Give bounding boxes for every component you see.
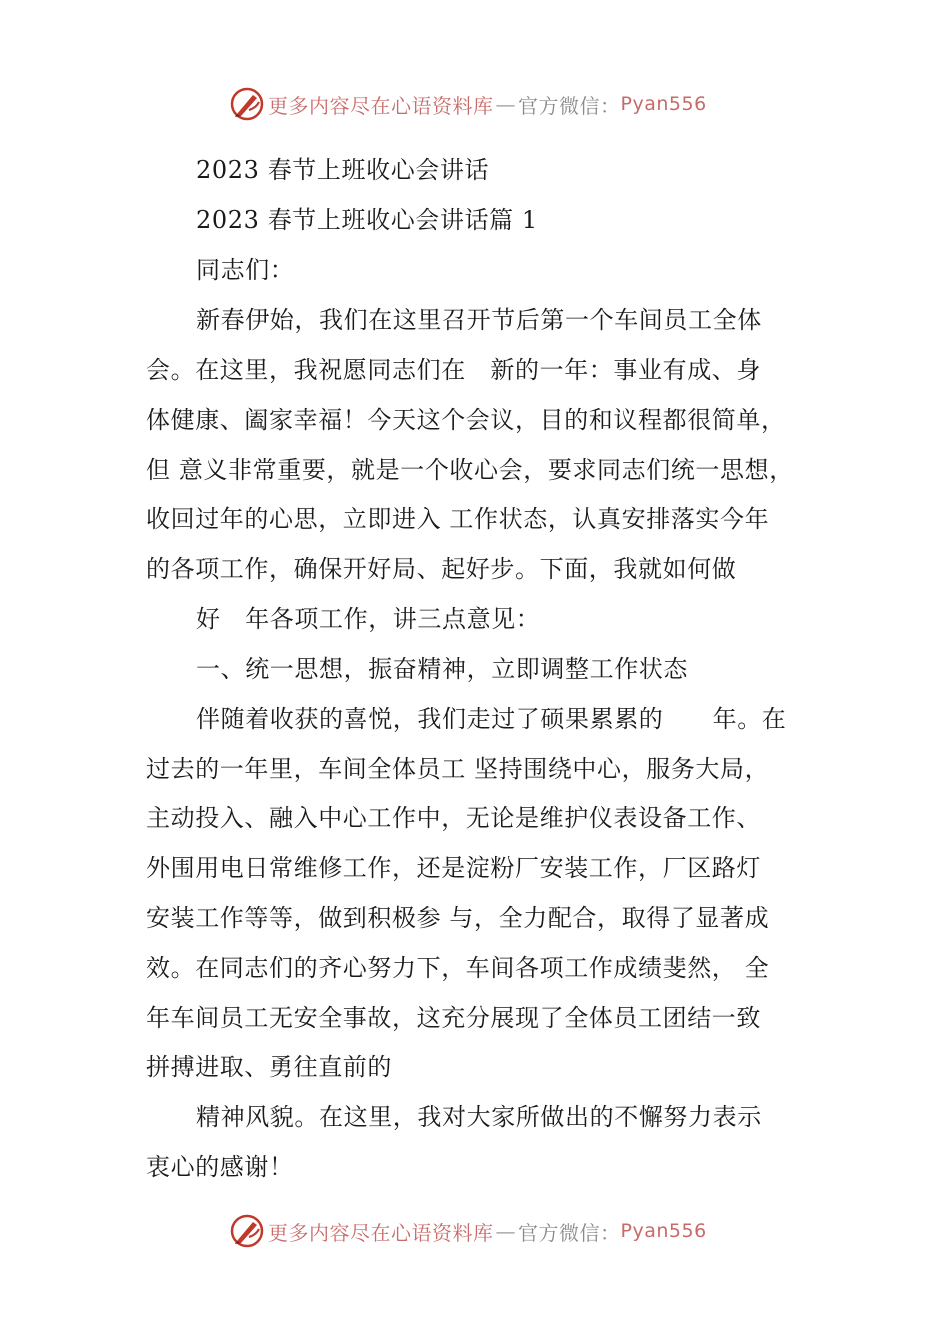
footer-watermark (228, 1211, 707, 1251)
paragraph-line: 拼搏进取、勇往直前的 (146, 1053, 392, 1081)
pen-logo-icon (228, 1212, 266, 1250)
paragraph-line: 伴随着收获的喜悦，我们走过了硕果累累的 年。在 (196, 705, 787, 733)
paragraph-line: 的各项工作，确保开好局、起好步。下面，我就如何做 (146, 555, 737, 583)
paragraph-line: 会。在这里，我祝愿同志们在 新的一年：事业有成、身 (146, 356, 761, 384)
paragraph-line: 新春伊始，我们在这里召开节后第一个车间员工全体 (196, 306, 762, 334)
paragraph-line: 收回过年的心思，立即进入 工作状态，认真安排落实今年 (146, 505, 770, 533)
watermark-wechat-id: Pyan556 (620, 93, 707, 115)
paragraph-line: 过去的一年里，车间全体员工 坚持围绕中心，服务大局， (146, 755, 770, 783)
paragraph-line: 衷心的感谢！ (146, 1153, 294, 1181)
paragraph-line: 外围用电日常维修工作，还是淀粉厂安装工作，厂区路灯 (146, 854, 761, 882)
greeting: 同志们： (196, 256, 295, 284)
paragraph-line: 但 意义非常重要，就是一个收心会，要求同志们统一思想， (146, 456, 794, 484)
paragraph-line: 年车间员工无安全事故，这充分展现了全体员工团结一致 (146, 1004, 761, 1032)
watermark-brand: 更多内容尽在心语资料库 (268, 1220, 494, 1245)
paragraph-line: 主动投入、融入中心工作中，无论是维护仪表设备工作、 (146, 804, 761, 832)
watermark-wechat-label: 官方微信： (518, 1220, 621, 1245)
watermark-wechat-id: Pyan556 (620, 1220, 707, 1242)
paragraph-line: 体健康、阖家幸福！今天这个会议，目的和议程都很简单， (146, 406, 786, 434)
watermark-brand: 更多内容尽在心语资料库 (268, 93, 494, 118)
paragraph-line: 效。在同志们的齐心努力下，车间各项工作成绩斐然， 全 (146, 954, 770, 982)
paragraph-line: 精神风貌。在这里，我对大家所做出的不懈努力表示 (196, 1103, 762, 1131)
document-title: 2023 春节上班收心会讲话 (196, 156, 490, 184)
watermark-separator: — (495, 92, 516, 116)
watermark-separator: — (495, 1219, 516, 1243)
pen-logo-icon (228, 85, 266, 123)
paragraph-line: 好 年各项工作，讲三点意见： (196, 605, 541, 633)
header-watermark (228, 84, 707, 124)
paragraph-line: 安装工作等等，做到积极参 与，全力配合，取得了显著成 (146, 904, 770, 932)
section-heading: 一、统一思想，振奋精神，立即调整工作状态 (196, 655, 688, 683)
document-subtitle: 2023 春节上班收心会讲话篇 1 (196, 206, 538, 234)
watermark-wechat-label: 官方微信： (518, 93, 621, 118)
